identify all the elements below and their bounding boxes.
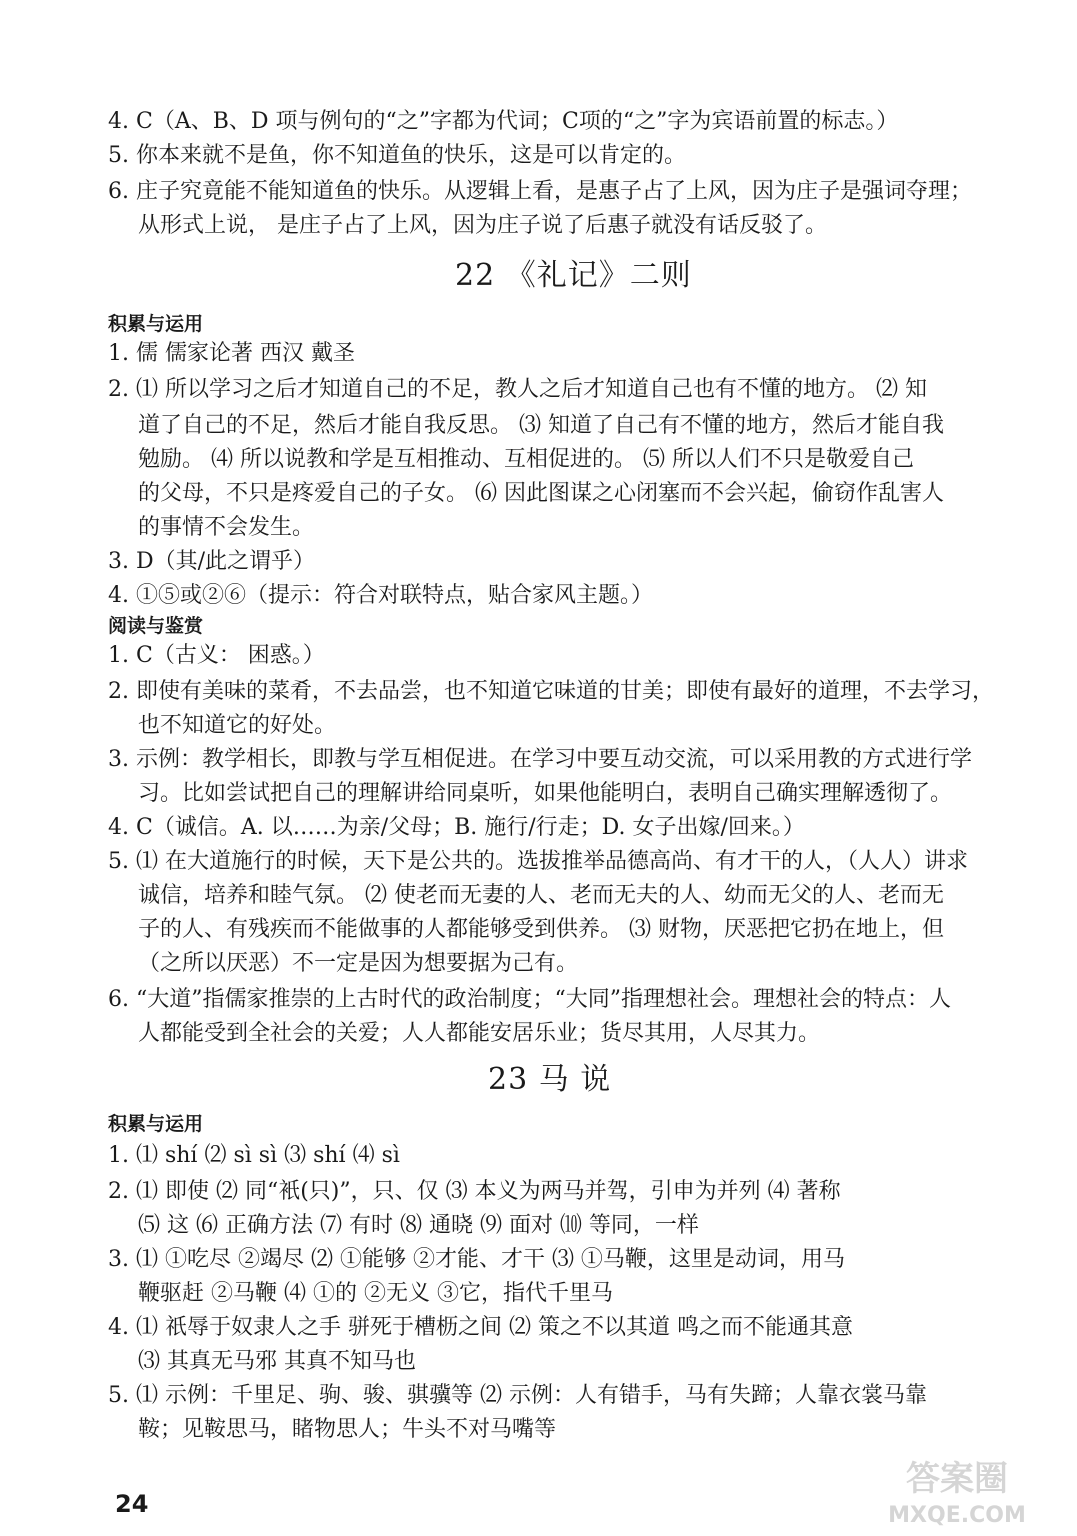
answer-line: 勉励。 ⑷ 所以说教和学是互相推动、互相促进的。 ⑸ 所以人们不只是敬爱自己 [138,447,914,472]
answer-line: 2. 即使有美味的菜肴，不去品尝，也不知道它味道的甘美；即使有最好的道理，不去学习， [108,679,994,704]
answer-line: 4. C（诚信。A. 以……为亲/父母；B. 施行/行走；D. 女子出嫁/回来。） [108,815,805,840]
answer-line: 1. ⑴ shí ⑵ sì sì ⑶ shí ⑷ sì [108,1143,400,1168]
answer-line: 5. 你本来就不是鱼，你不知道鱼的快乐，这是可以肯定的。 [108,143,686,168]
answer-line: 3. D（其/此之谓乎） [108,549,316,574]
answer-line: （之所以厌恶）不一定是因为想要据为己有。 [138,951,579,976]
answer-line: 的事情不会发生。 [138,515,315,540]
answer-line: 1. 儒 儒家论著 西汉 戴圣 [108,341,355,366]
watermark-logo [857,1450,1057,1530]
answer-line: 3. ⑴ ①吃尽 ②竭尽 ⑵ ①能够 ②才能、才干 ⑶ ①马鞭，这里是动词，用马 [108,1247,845,1272]
answer-line: 诚信，培养和睦气氛。 ⑵ 使老而无妻的人、老而无夫的人、幼而无父的人、老而无 [138,883,944,908]
answer-line: 6. “大道”指儒家推崇的上古时代的政治制度；“大同”指理想社会。理想社会的特点：人 [108,987,951,1012]
answer-line: 从形式上说， 是庄子占了上风，因为庄子说了后惠子就没有话反驳了。 [138,213,827,238]
answer-line: 人都能受到全社会的关爱；人人都能安居乐业；货尽其用，人尽其力。 [138,1021,821,1046]
answer-line: 习。比如尝试把自己的理解讲给同桌听，如果他能明白，表明自己确实理解透彻了。 [138,781,953,806]
answer-line: 2. ⑴ 所以学习之后才知道自己的不足，教人之后才知道自己也有不懂的地方。 ⑵ 知 [108,377,927,402]
answer-line: ⑸ 这 ⑹ 正确方法 ⑺ 有时 ⑻ 通晓 ⑼ 面对 ⑽ 等同，一样 [138,1213,699,1238]
answer-line: 也不知道它的好处。 [138,713,337,738]
answer-line: 4. ①⑤或②⑥（提示：符合对联特点，贴合家风主题。） [108,583,653,608]
answer-line: 鞍；见鞍思马，睹物思人；牛头不对马嘴等 [138,1417,557,1442]
answer-line: 4. ⑴ 祇辱于奴隶人之手 骈死于槽枥之间 ⑵ 策之不以其道 鸣之而不能通其意 [108,1315,853,1340]
section-heading: 积累与运用 [108,1113,204,1135]
section-heading: 阅读与鉴赏 [108,615,204,637]
chapter-title: 23 马 说 [488,1062,612,1097]
page-number: 24 [115,1490,149,1518]
answer-line: 5. ⑴ 示例：千里足、驹、骏、骐骥等 ⑵ 示例：人有错手，马有失蹄；人靠衣裳马靠 [108,1383,927,1408]
answer-line: 子的人、有残疾而不能做事的人都能够受到供养。 ⑶ 财物，厌恶把它扔在地上，但 [138,917,944,942]
answer-line: 的父母，不只是疼爱自己的子女。 ⑹ 因此图谋之心闭塞而不会兴起，偷窃作乱害人 [138,481,944,506]
answer-line: 3. 示例：教学相长，即教与学互相促进。在学习中要互动交流，可以采用教的方式进行学 [108,747,972,772]
answer-line: ⑶ 其真无马邪 其真不知马也 [138,1349,416,1374]
chapter-title: 22 《礼记》二则 [455,258,692,293]
answer-line: 6. 庄子究竟能不能知道鱼的快乐。从逻辑上看，是惠子占了上风，因为庄子是强词夺理； [108,179,972,204]
section-heading: 积累与运用 [108,313,204,335]
watermark-title: 答案圈 [906,1459,1008,1499]
answer-line: 鞭驱赶 ②马鞭 ⑷ ①的 ②无义 ③它，指代千里马 [138,1281,613,1306]
answer-line: 5. ⑴ 在大道施行的时候，天下是公共的。选拔推举品德高尚、有才干的人，（人人）讲求 [108,849,968,874]
answer-line: 4. C（A、B、D 项与例句的“之”字都为代词；C项的“之”字为宾语前置的标志。） [108,109,899,134]
answer-line: 1. C（古义： 困惑。） [108,643,325,668]
answer-line: 2. ⑴ 即使 ⑵ 同“衹(只)”，只、仅 ⑶ 本义为两马并驾，引申为并列 ⑷ 著称 [108,1179,841,1204]
watermark-url: MXQE.COM [888,1503,1026,1528]
answer-line: 道了自己的不足，然后才能自我反思。 ⑶ 知道了自己有不懂的地方，然后才能自我 [138,413,944,438]
